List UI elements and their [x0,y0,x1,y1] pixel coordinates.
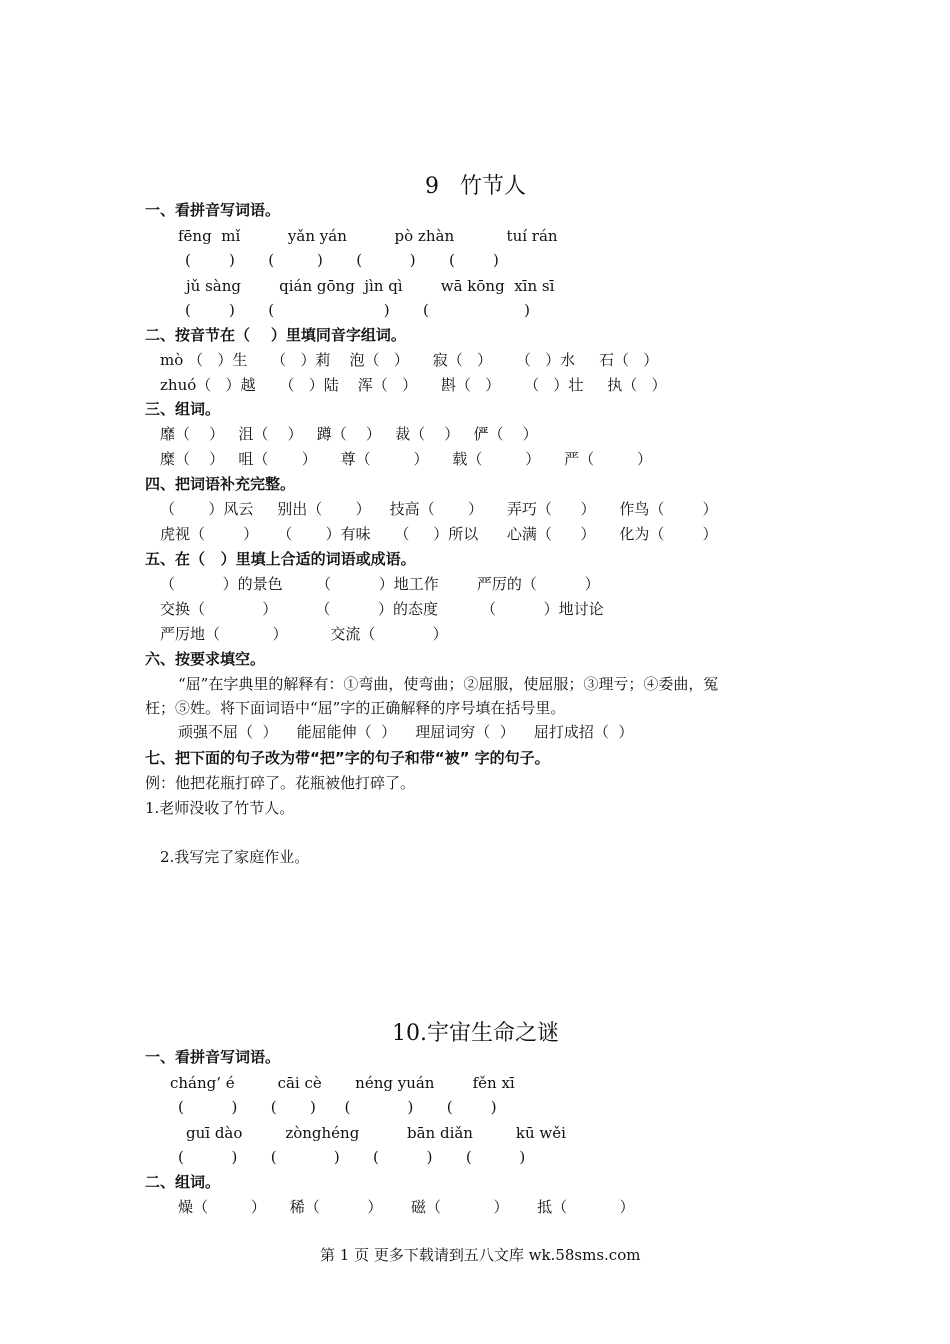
l9-pinyin-row2: jǔ sàng qián gōng jìn qì wā kōng xīn sī [186,277,555,295]
l9-section2-heading: 二、按音节在（ ）里填同音字组词。 [145,326,406,344]
l10-pinyin-row2: guī dào zònghéng bān diǎn kū wěi [186,1124,566,1142]
l9-definition-para2: 枉；⑤姓。将下面词语中“屈”字的正确解释的序号填在括号里。 [145,699,566,717]
l9-definition-items: 顽强不屈（ ） 能屈能伸（ ） 理屈词穷（ ） 屈打成招（ ） [178,723,634,741]
l9-section6-heading: 六、按要求填空。 [145,650,266,668]
lesson9-title: 9 竹节人 [425,174,526,199]
page-footer: 第 1 页 更多下载请到五八文库 wk.58sms.com [320,1246,641,1264]
l9-question-1: 1.老师没收了竹节人。 [145,799,295,817]
l9-definition-para1: “屈”在字典里的解释有：①弯曲，使弯曲；②屈服，使屈服；③理亏；④委曲，冤 [178,675,719,693]
l9-complete-words-row1: （ ）风云 别出（ ） 技高（ ） 弄巧（ ） 作鸟（ ） [160,500,718,518]
l9-section5-heading: 五、在（ ）里填上合适的词语或成语。 [145,550,416,568]
l9-homophone-row2: zhuó（ ）越 （ ）陆 浑（ ） 斟（ ） （ ）壮 执（ ） [160,376,667,394]
l10-section2-heading: 二、组词。 [145,1173,221,1191]
l9-section3-heading: 三、组词。 [145,400,221,418]
l9-pinyin-row1: fēng mǐ yǎn yán pò zhàn tuí rán [178,227,558,245]
l9-answer-boxes-row2: ( ) ( ) ( ) [185,301,531,319]
l9-fill-phrase-row2: 交换（ ） （ ）的态度 （ ）地讨论 [160,600,604,618]
l9-fill-phrase-row3: 严厉地（ ） 交流（ ） [160,625,448,643]
l9-homophone-row1: mò （ ）生 （ ）莉 泡（ ） 寂（ ） （ ）水 石（ ） [160,351,659,369]
l9-section4-heading: 四、把词语补充完整。 [145,475,296,493]
lesson10-title: 10.宇宙生命之谜 [392,1021,559,1046]
l9-complete-words-row2: 虎视（ ） （ ）有味 （ ）所以 心满（ ） 化为（ ） [160,525,718,543]
l9-fill-phrase-row1: （ ）的景色 （ ）地工作 严厉的（ ） [160,575,600,593]
l10-answer-boxes-row1: ( ) ( ) ( ) ( ) [178,1098,497,1116]
l9-question-2: 2.我写完了家庭作业。 [160,848,310,866]
l9-section1-heading: 一、看拼音写词语。 [145,201,281,219]
l10-answer-boxes-row2: ( ) ( ) ( ) ( ) [178,1148,526,1166]
l10-word-group-row1: 燥（ ） 稀（ ） 磁（ ） 抵（ ） [178,1198,635,1216]
l9-answer-boxes-row1: ( ) ( ) ( ) ( ) [185,251,499,269]
l9-example-sentence: 例：他把花瓶打碎了。花瓶被他打碎了。 [145,774,416,792]
l9-word-group-row2: 糜（ ） 咀（ ） 尊（ ） 载（ ） 严（ ） [160,450,653,468]
l10-pinyin-row1: cháng’ é cāi cè néng yuán fěn xī [170,1074,515,1092]
l9-word-group-row1: 靡（ ） 沮（ ） 蹲（ ） 裁（ ） 俨（ ） [160,425,538,443]
l10-section1-heading: 一、看拼音写词语。 [145,1048,281,1066]
l9-section7-heading: 七、把下面的句子改为带“把”字的句子和带“被” 字的句子。 [145,749,550,767]
